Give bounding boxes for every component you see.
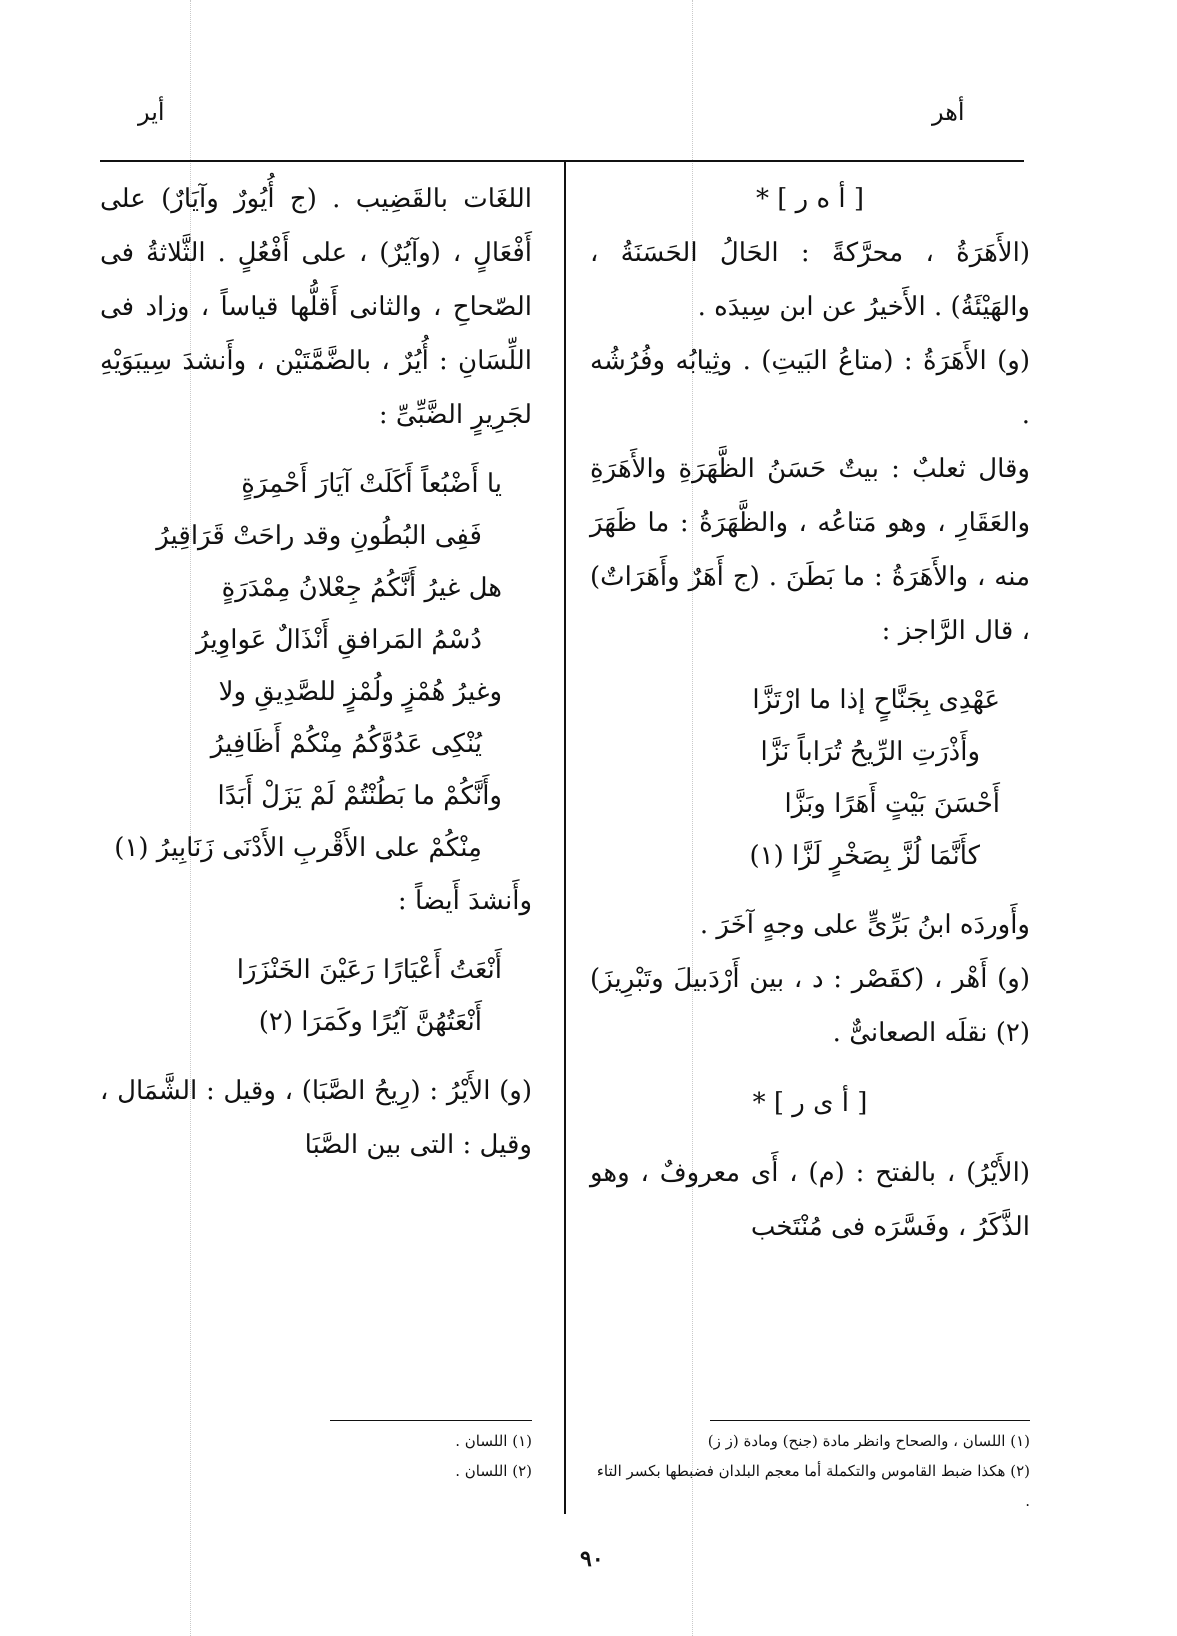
running-head-right: أهر	[932, 98, 965, 126]
footnote: (٢) هكذا ضبط القاموس والتكملة أما معجم البلدان فضبطها بكسر التاء .	[596, 1462, 1030, 1510]
footnote-rule	[710, 1420, 1030, 1421]
verse-line: عَهْدِى بِجَنَّاحٍ إذا ما ارْتَزَّا	[752, 685, 1000, 715]
verse-line: يا أَضْبُعاً أَكَلَتْ آيَارَ أَحْمِرَةٍ	[241, 469, 502, 499]
running-head-left: أير	[138, 98, 165, 126]
footnote-rule	[330, 1420, 532, 1421]
verse-line: مِنْكُمْ على الأَقْربِ الأَدْنَى زَنَابِيرُ (١)	[114, 833, 482, 863]
footnote: (٢) اللسان .	[455, 1462, 532, 1480]
verse-line: كأَنَّمَا لُزَّ بِصَخْرٍ لَزَّا (١)	[749, 841, 980, 871]
left-column	[100, 172, 532, 1172]
verse-line: وغيرُ هُمْزٍ ولُمْزٍ للصَّدِيقِ ولا	[218, 677, 502, 707]
paragraph: وقال ثعلبٌ : بيتٌ حَسَنُ الظَّهَرَةِ والأَهَرَةِ والعَقَارِ ، وهو مَتاعُه ، والظَّهَرَةُ : ما ظَهَرَ منه ، والأَهَرَةُ : ما بَطَنَ . (ج أَهَرٌ وأَهَرَاتٌ) ، قال الرَّاجز :	[590, 454, 1030, 646]
verse-line: وأَنَّكُمْ ما بَطُنْتُمْ لَمْ يَزَلْ أَبَدًا	[217, 781, 502, 811]
verse-line: وأَذْرَتِ الرِّيحُ تُرَاباً نَزَّا	[760, 737, 980, 767]
verse-line: أَنْعَتُهُنَّ آيُرًا وكَمَرَا (٢)	[258, 1007, 482, 1037]
column-divider	[564, 160, 566, 1514]
footnotes-right	[590, 1426, 1030, 1516]
paragraph: وأَوردَه ابنُ بَرِّىٍّ على وجهٍ آخَرَ .	[699, 910, 1030, 940]
verse-line: أَحْسَنَ بَيْتٍ أَهَرًا وبَزَّا	[784, 789, 1000, 819]
right-column	[590, 172, 1030, 1254]
verse-line: دُسْمُ المَرافقِ أَنْذَالٌ عَواوِيرُ	[196, 625, 482, 655]
paragraph: وأَنشدَ أَيضاً :	[397, 886, 532, 916]
footnote: (١) اللسان .	[455, 1432, 532, 1450]
page-number: ٩٠	[580, 1546, 604, 1572]
verse-line: هل غيرُ أَنَّكُمُ جِعْلانُ مِمْدَرَةٍ	[221, 573, 502, 603]
verse-line: أَنْعَتُ أَعْيَارًا رَعَيْنَ الخَنْزَرَا	[236, 955, 502, 985]
footnote: (١) اللسان ، والصحاح وانظر مادة (جنح) ومادة (ز ز)	[707, 1432, 1030, 1450]
paragraph: (الأَيْرُ) ، بالفتح : (م) ، أَى معروفٌ ، وهو الذَّكَرُ ، وفَسَّرَه فى مُنْتَخب	[590, 1158, 1030, 1242]
verse-line: يُنْكِى عَدُوَّكُمُ مِنْكُمْ أَظَافِيرُ	[210, 729, 482, 759]
verse-line: فَفِى البُطُونِ وقد راحَتْ قَرَاقِيرُ	[156, 521, 482, 551]
paragraph: (و) أَهْر ، (كقَصْر : د ، بين أَرْدَبيلَ وتَبْرِيزَ)(٢) نقلَه الصعانىٌّ .	[590, 964, 1030, 1048]
entry-heading-ahr: [ أ ه ر ] *	[755, 184, 864, 214]
paragraph: (و) الأَهَرَةُ : (متاعُ البَيتِ) . وثِيابُه وفُرُشُه .	[590, 346, 1030, 430]
footnotes-left	[300, 1426, 532, 1486]
paragraph: (و) الأَيْرُ : (رِيحُ الصَّبَا) ، وقيل : الشَّمَال ، وقيل : التى بين الصَّبَا	[100, 1076, 532, 1160]
entry-heading-ayr: [ أ ى ر ] *	[752, 1088, 868, 1118]
paragraph: (الأَهَرَةُ ، محرَّكةً : الحَالُ الحَسَنَةُ ، والهَيْئَةُ) . الأَخيرُ عن ابن سِيدَه .	[590, 238, 1030, 322]
header-rule	[100, 160, 1024, 162]
paragraph: اللغَات بالقَضِيب . (ج أُيُورٌ وآيَارٌ) على أَفْعَالٍ ، (وآيُرٌ) ، على أَفْعُلٍ . الثَّلاثةُ فى الصّحاحِ ، والثانى أَقلُّها قياساً ، وزاد فى اللِّسَانِ : أُيُرٌ ، بالضَّمَّتَيْن ، وأَنشدَ سِيبَوَيْهِ لجَرِيرٍ الضَّبِّىِّ :	[100, 184, 532, 430]
